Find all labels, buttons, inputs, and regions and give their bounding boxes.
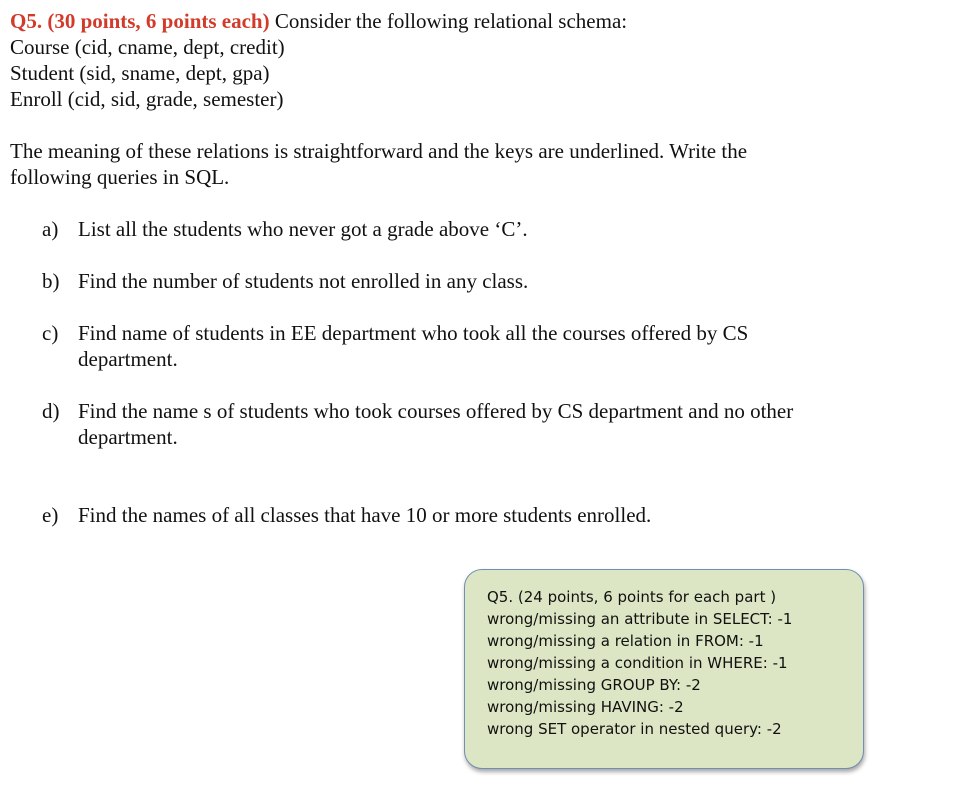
- schema-course: Course (cid, cname, dept, credit): [10, 35, 285, 59]
- query-text: Find the number of students not enrolled in any class.: [78, 269, 529, 293]
- question-document: [10, 8, 950, 528]
- query-item-d: [10, 398, 818, 450]
- rubric-line: wrong SET operator in nested query: -2: [487, 720, 782, 738]
- rubric-line: wrong/missing GROUP BY: -2: [487, 676, 701, 694]
- query-item-e: [10, 502, 818, 528]
- rubric-line: wrong/missing a relation in FROM: -1: [487, 632, 764, 650]
- question-description: The meaning of these relations is straightforward and the keys are underlined. Write the following queries in SQL.: [10, 139, 748, 189]
- rubric-line: wrong/missing a condition in WHERE: -1: [487, 654, 788, 672]
- query-text: List all the students who never got a grade above ‘C’.: [78, 217, 528, 241]
- question-label: Q5. (30 points, 6 points each): [10, 9, 270, 33]
- grading-rubric-box: [464, 569, 864, 769]
- schema-enroll: Enroll (cid, sid, grade, semester): [10, 87, 284, 111]
- query-item-a: [10, 216, 818, 242]
- rubric-title: Q5. (24 points, 6 points for each part ): [487, 588, 777, 606]
- query-text: Find name of students in EE department who took all the courses offered by CS department.: [78, 321, 749, 371]
- query-text: Find the name s of students who took courses offered by CS department and no other department.: [78, 399, 794, 449]
- query-item-b: [10, 268, 818, 294]
- question-heading: [10, 8, 950, 34]
- query-label: d): [42, 399, 60, 423]
- query-label: b): [42, 269, 60, 293]
- schema-student: Student (sid, sname, dept, gpa): [10, 61, 270, 85]
- query-text: Find the names of all classes that have 10 or more students enrolled.: [78, 503, 652, 527]
- rubric-line: wrong/missing HAVING: -2: [487, 698, 684, 716]
- question-intro: Consider the following relational schema:: [269, 9, 628, 33]
- rubric-line: wrong/missing an attribute in SELECT: -1: [487, 610, 793, 628]
- query-list: [10, 216, 950, 528]
- query-label: e): [42, 503, 59, 527]
- query-label: a): [42, 217, 59, 241]
- query-item-c: [10, 320, 818, 372]
- query-label: c): [42, 321, 59, 345]
